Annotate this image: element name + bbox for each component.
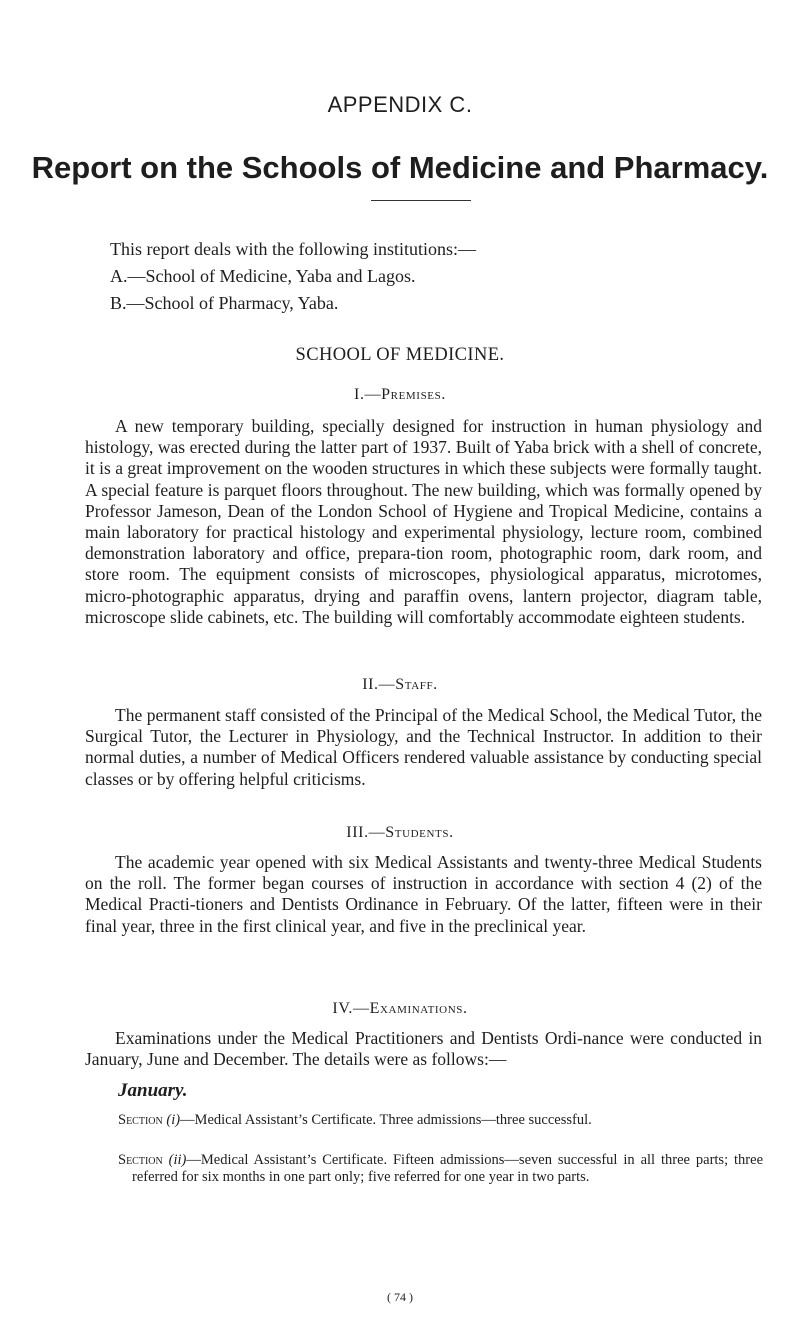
examinations-paragraph: Examinations under the Medical Practitioners and Dentists Ordi-nance were conducted in January, June and December. The details were as follows:— (85, 1028, 762, 1070)
intro-block (85, 237, 762, 315)
institution-a: A.—School of Medicine, Yaba and Lagos. (110, 266, 416, 286)
section-heading-students: III.—Students. (346, 824, 454, 841)
report-title: Report on the Schools of Medicine and Pharmacy. (31, 150, 769, 185)
january-heading: January. (118, 1080, 188, 1101)
section-heading-examinations: IV.—Examinations. (332, 1000, 468, 1017)
section-heading-staff: II.—Staff. (362, 676, 438, 693)
appendix-label: APPENDIX C. (327, 92, 473, 117)
institution-b: B.—School of Pharmacy, Yaba. (110, 293, 339, 313)
premises-paragraph: A new temporary building, specially designed for instruction in human physiology and histology, was erected during the latter part of 1937. Built of Yaba brick with a shell of concrete, it is a great improvement on the wooden structures in which these subjects were formally taught. A special feature is parquet floors throughout. The new building, which was formally opened by Professor Jameson, Dean of the London School of Hygiene and Tropical Medicine, contains a main laboratory for practical histology and experimental physiology, lecture room, combined demonstration laboratory and office, prepara-tion room, photographic room, dark room, and store room. The equipment consists of microscopes, physiological apparatus, microtomes, micro-photographic apparatus, drying and paraffin ovens, lantern projector, diagram table, microscope slide cabinets, etc. The building will comfortably accommodate eighteen students. (85, 416, 762, 627)
title-divider (371, 200, 471, 201)
january-entry-1: Section (i)—Medical Assistant’s Certificate. Three admissions—three successful. (118, 1112, 592, 1128)
page-number: ( 74 ) (387, 1290, 413, 1304)
school-of-medicine-heading: SCHOOL OF MEDICINE. (295, 345, 505, 365)
section-heading-premises: I.—Premises. (354, 386, 446, 403)
intro-lead: This report deals with the following institutions:— (110, 239, 476, 259)
january-entry-2: Section (ii)—Medical Assistant’s Certificate. Fifteen admissions—seven successful in all three parts; three referred for six months in one part only; five referred for one year in two parts. (118, 1152, 763, 1185)
students-paragraph: The academic year opened with six Medical Assistants and twenty-three Medical Students on the roll. The former began courses of instruction in accordance with section 4 (2) of the Medical Practi-tioners and Dentists Ordinance in February. Of the latter, fifteen were in their final year, three in the first clinical year, and five in the preclinical year. (85, 852, 762, 936)
staff-paragraph: The permanent staff consisted of the Principal of the Medical School, the Medical Tutor, the Surgical Tutor, the Lecturer in Physiology, and the Technical Instructor. In addition to their normal duties, a number of Medical Officers rendered valuable assistance by conducting special classes or by offering helpful criticisms. (85, 705, 762, 789)
